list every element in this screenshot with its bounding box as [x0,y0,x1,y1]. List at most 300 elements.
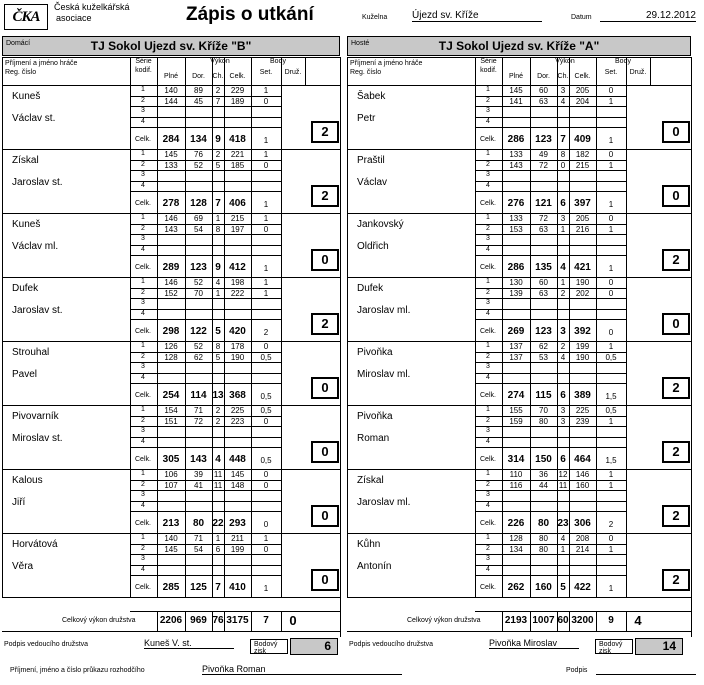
serie-number: 1 [141,406,145,413]
player-total: 134 [190,134,207,145]
serie-value: 128 [164,352,178,362]
grid-line [130,362,281,363]
serie-value: 72 [539,160,548,170]
serie-value: 71 [194,406,203,415]
grid-line [130,416,281,417]
player-total: 1 [608,264,614,273]
grid-line [130,117,281,118]
team-header [347,36,691,56]
serie-value: 106 [164,470,178,479]
column-header-name1: Příjmení a jméno hráče [350,60,423,67]
org-line1: Česká kuželkářská [54,2,130,12]
grid-line [130,373,281,374]
grid-line [475,554,626,555]
player-total: 122 [190,326,207,337]
grid-line [475,96,626,97]
serie-value: 2 [215,150,221,159]
serie-value: 134 [509,544,523,554]
serie-value: 12 [558,470,568,479]
serie-value: 1 [215,534,221,543]
serie-value: 152 [164,288,178,298]
serie-value: 198 [230,278,245,287]
serie-value: 70 [539,406,548,415]
player-total: 368 [229,390,246,401]
team-total-value: 3175 [226,615,249,626]
serie-value: 1 [608,416,614,426]
serie-value: 54 [194,544,203,554]
serie-value: 3 [560,214,566,223]
serie-value: 190 [230,352,245,362]
grid-line [347,213,667,214]
grid-line [130,106,281,107]
grid-line [626,149,627,213]
column-header-ch: Ch. [212,73,224,80]
serie-value: 63 [539,96,548,106]
serie-value: 205 [575,214,590,223]
serie-number: 2 [486,544,490,552]
serie-value: 0 [608,214,614,223]
player-total: 125 [190,582,207,593]
player-first-name: Václav ml. [12,241,59,252]
player-total: 2 [263,328,269,337]
serie-value: 1 [215,288,221,298]
serie-value: 126 [164,342,178,351]
serie-value: 62 [194,352,203,362]
player-total: 4 [560,262,566,273]
grid-line [130,490,281,491]
grid-line [130,383,281,384]
player-total: 13 [212,390,224,401]
grid-line [475,611,691,612]
column-header-druz: Druž. [284,69,302,76]
serie-number: 1 [486,406,490,413]
serie-value: 52 [194,278,203,287]
serie-value: 60 [539,278,548,287]
serie-value: 53 [539,352,548,362]
celk-label: Celk. [135,200,151,207]
serie-value: 2 [215,406,221,415]
player-total: 421 [574,262,591,273]
grid-line [626,213,627,277]
player-total: 5 [560,582,566,593]
column-header-serie1: Série [480,58,497,65]
player-total: 1 [263,264,269,273]
serie-value: 146 [575,470,590,479]
serie-number: 3 [486,171,490,178]
serie-value: 0 [608,288,614,298]
player-last-name: Kuneš [12,91,41,102]
player-total: 123 [535,326,552,337]
serie-value: 199 [575,342,590,351]
serie-value: 4 [560,534,566,543]
serie-value: 185 [230,160,245,170]
serie-number: 3 [141,555,145,562]
team-points-box: 2 [311,185,339,207]
serie-value: 52 [194,160,203,170]
grid-line [475,575,626,576]
leader-sign-label: Podpis vedoucího družstva [4,641,89,648]
player-last-name: Pivoňka [357,411,393,422]
grid-line [130,352,281,353]
serie-value: 5 [215,160,221,170]
player-total: 0,5 [260,456,272,465]
grid-line [130,181,281,182]
player-total: 213 [162,518,180,529]
serie-value: 0 [263,342,269,351]
grid-line [626,341,627,405]
serie-value: 71 [194,534,203,543]
player-total: 392 [574,326,591,337]
player-total: 286 [507,262,525,273]
serie-value: 0 [263,480,269,490]
column-header-serie2: kodif. [480,67,497,74]
serie-number: 4 [141,117,145,125]
serie-value: 214 [575,544,590,554]
grid-line [130,160,281,161]
grid-line [475,298,626,299]
organization-name [54,2,149,24]
player-first-name: Antonín [357,561,392,572]
serie-value: 190 [575,278,590,287]
grid-line [475,426,626,427]
player-last-name: Dufek [357,283,384,294]
player-first-name: Oldřich [357,241,389,252]
serie-value: 222 [230,288,245,298]
serie-value: 2 [215,86,221,95]
serie-number: 3 [141,299,145,306]
serie-number: 1 [141,534,145,541]
grid-line [626,469,627,533]
grid-line [626,277,627,341]
team-total-value: 969 [190,615,207,626]
grid-line [475,437,626,438]
serie-number: 4 [141,309,145,317]
grid-line [316,533,340,534]
grid-line [281,405,282,469]
venue-label: Kuželna [362,14,388,21]
grid-line [475,319,626,320]
grid-line [667,597,691,598]
grid-line [347,57,348,597]
grid-line [347,341,667,342]
serie-value: 139 [509,288,523,298]
column-header-vykon: Výkon [210,58,230,65]
serie-number: 3 [486,427,490,434]
referee-label: Příjmení, jméno a číslo průkazu rozhodčího [10,667,145,674]
player-total: 1,5 [605,456,617,465]
column-header-druz: Druž. [629,69,647,76]
grid-line [281,277,282,341]
celk-label: Celk. [480,328,496,335]
player-total: 128 [190,198,207,209]
serie-number: 3 [141,107,145,114]
serie-value: 72 [539,214,548,223]
serie-value: 0,5 [605,352,617,362]
player-total: 418 [229,134,246,145]
game-points-label: Bodový zisk [250,639,288,654]
serie-value: 80 [539,544,548,554]
serie-number: 4 [141,373,145,381]
serie-value: 1 [263,214,269,223]
serie-value: 1 [608,480,614,490]
serie-number: 3 [141,235,145,242]
player-total: 286 [507,134,525,145]
grid-line [475,245,626,246]
grid-line [667,469,691,470]
column-header-dor: Dor. [192,73,205,80]
player-total: 269 [507,326,525,337]
serie-value: 215 [575,160,590,170]
serie-value: 4 [560,352,566,362]
grid-line [475,362,626,363]
serie-number: 4 [486,437,490,445]
player-last-name: Šabek [357,91,386,102]
grid-line [475,224,626,225]
grid-line [475,490,626,491]
serie-value: 0,5 [260,352,272,362]
player-total: 422 [574,582,591,593]
column-header-celk: Celk. [229,73,246,80]
grid-line [130,234,281,235]
player-total: 1 [263,136,269,145]
serie-number: 1 [486,534,490,541]
grid-line [475,255,626,256]
column-header-dor: Dor. [537,73,550,80]
serie-value: 155 [509,406,523,415]
serie-value: 128 [509,534,523,543]
grid-line [130,437,281,438]
serie-number: 2 [141,224,145,232]
team-points-box: 0 [311,377,339,399]
serie-number: 2 [141,416,145,424]
serie-number: 4 [486,373,490,381]
grid-line [475,234,626,235]
grid-line [130,191,281,192]
serie-value: 3 [560,406,566,415]
player-total: 160 [535,582,552,593]
serie-value: 153 [509,224,523,234]
player-last-name: Horvátová [12,539,58,550]
grid-line [316,597,340,598]
serie-value: 145 [230,470,245,479]
serie-value: 49 [539,150,548,159]
grid-line [130,288,281,289]
player-total: 3 [560,326,566,337]
player-total: 114 [190,390,207,401]
player-last-name: Získal [12,155,39,166]
serie-value: 69 [194,214,203,223]
serie-value: 1 [263,150,269,159]
serie-value: 202 [575,288,590,298]
player-total: 0 [608,328,614,337]
serie-value: 143 [509,160,523,170]
date-value: 29.12.2012 [600,10,696,22]
player-total: 0,5 [260,392,272,401]
celk-label: Celk. [480,456,496,463]
serie-number: 3 [486,555,490,562]
serie-number: 1 [486,342,490,349]
grid-line [130,554,281,555]
grid-line [650,57,651,85]
team-points-box: 0 [311,569,339,591]
referee-name: Pivoňka Roman [202,664,402,675]
serie-number: 3 [141,363,145,370]
serie-number: 2 [141,480,145,488]
grid-line [475,511,626,512]
grid-line [2,533,316,534]
serie-number: 3 [141,171,145,178]
serie-number: 2 [141,288,145,296]
player-total: 298 [162,326,180,337]
player-total: 115 [535,390,552,401]
column-header-name2: Reg. číslo [350,69,382,76]
serie-value: 8 [560,150,566,159]
serie-value: 7 [215,96,221,106]
column-header-name2: Reg. číslo [5,69,37,76]
grid-line [347,277,667,278]
grid-line [475,181,626,182]
serie-value: 145 [164,150,178,159]
column-header-celk: Celk. [574,73,591,80]
player-total: 7 [215,582,221,593]
grid-line [2,277,316,278]
grid-line [475,383,626,384]
player-total: 1,5 [605,392,617,401]
grid-line [130,480,281,481]
celk-label: Celk. [135,136,151,143]
column-header-serie1: Série [135,58,152,65]
serie-value: 0 [263,544,269,554]
serie-number: 3 [486,363,490,370]
serie-value: 2 [560,288,566,298]
player-first-name: Petr [357,113,376,124]
grid-line [316,277,340,278]
player-total: 1 [608,584,614,593]
celk-label: Celk. [480,392,496,399]
serie-number: 4 [486,501,490,509]
team-total-value: 1007 [532,615,555,626]
grid-line [130,447,281,448]
team-name: TJ Sokol Ujezd sv. Kříže "B" [90,39,252,53]
serie-number: 2 [486,416,490,424]
serie-value: 221 [230,150,245,159]
player-last-name: Strouhal [12,347,50,358]
game-points-value: 14 [635,638,683,655]
serie-value: 197 [230,224,245,234]
grid-line [475,352,626,353]
serie-value: 63 [539,288,548,298]
serie-number: 2 [486,288,490,296]
team-total-value: 9 [608,615,614,626]
grid-line [130,245,281,246]
serie-number: 2 [486,352,490,360]
grid-line [130,511,281,512]
serie-value: 60 [539,86,548,95]
signature-line [596,674,696,675]
grid-line [475,565,626,566]
serie-value: 62 [539,342,548,351]
serie-number: 4 [486,117,490,125]
serie-number: 2 [486,480,490,488]
serie-number: 2 [486,160,490,168]
serie-value: 107 [164,480,178,490]
player-total: 9 [215,262,221,273]
column-header-set: Set. [604,69,618,76]
serie-value: 215 [230,214,245,223]
serie-value: 72 [194,416,203,426]
player-first-name: Roman [357,433,390,444]
grid-line [475,447,626,448]
serie-value: 6 [215,544,221,554]
team-total-value: 2193 [504,615,528,626]
team-total-value: 4 [634,613,642,628]
player-total: 1 [608,136,614,145]
team-points-box: 2 [662,505,690,527]
grid-line [281,533,282,597]
serie-number: 1 [141,470,145,477]
player-total: 135 [535,262,552,273]
game-points-label: Bodový zisk [595,639,633,654]
player-total: 306 [574,518,591,529]
serie-number: 1 [141,86,145,93]
serie-value: 0 [608,150,614,159]
serie-number: 4 [486,565,490,573]
player-first-name: Jiří [12,497,26,508]
grid-line [475,160,626,161]
celk-label: Celk. [135,584,151,591]
team-points-box: 2 [311,313,339,335]
player-total: 305 [162,454,180,465]
serie-value: 89 [194,86,203,95]
serie-number: 2 [141,160,145,168]
player-total: 254 [162,390,180,401]
grid-line [475,106,626,107]
serie-value: 0 [263,416,269,426]
team-points-box: 0 [662,313,690,335]
player-total: 23 [557,518,569,529]
player-total: 9 [215,134,221,145]
serie-number: 2 [141,544,145,552]
grid-line [667,149,691,150]
player-total: 7 [215,198,221,209]
player-total: 293 [229,518,246,529]
celk-label: Celk. [480,584,496,591]
player-total: 123 [535,134,552,145]
grid-line [347,597,667,598]
grid-line [475,480,626,481]
serie-value: 140 [164,86,178,95]
serie-value: 178 [230,342,245,351]
serie-number: 1 [141,342,145,349]
serie-number: 1 [141,278,145,285]
player-last-name: Pivoňka [357,347,393,358]
player-total: 121 [535,198,552,209]
serie-value: 154 [164,406,178,415]
grid-line [2,631,340,632]
serie-value: 54 [194,224,203,234]
serie-value: 1 [215,214,221,223]
player-total: 314 [507,454,525,465]
grid-line [281,469,282,533]
team-total-label: Celkový výkon družstva [407,617,481,624]
grid-line [2,341,316,342]
serie-value: 76 [194,150,203,159]
serie-number: 3 [486,235,490,242]
grid-line [130,298,281,299]
serie-value: 63 [539,224,548,234]
column-header-name1: Příjmení a jméno hráče [5,60,78,67]
serie-value: 141 [509,96,523,106]
